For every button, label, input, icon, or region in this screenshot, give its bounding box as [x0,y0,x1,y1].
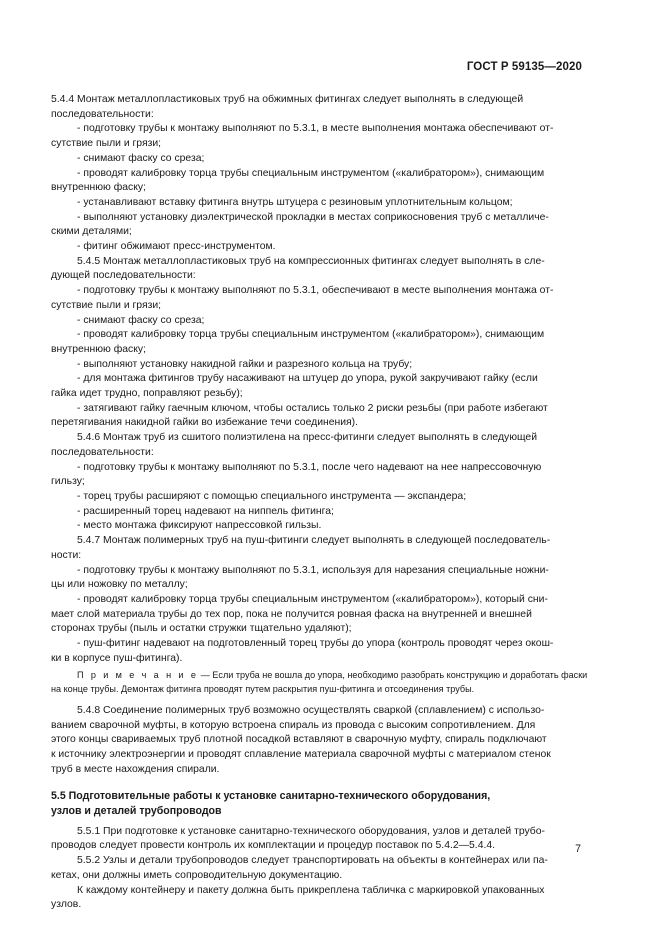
text-line: узлов. [51,899,82,911]
text-line: - подготовку трубы к монтажу выполняют по 5.3.1, после чего надевают на нее напрессовочную [77,461,542,473]
text-line: - подготовку трубы к монтажу выполняют по 5.3.1, обеспечивают в месте выполнения монтажа от- [77,285,554,297]
text-line: - место монтажа фиксируют напрессовкой гильзы. [77,520,322,532]
note-text-continued: на конце трубы. Демонтаж фитинга проводят путем раскрытия пуш-фитинга и отсоединения трубы. [51,683,475,694]
page-number: 7 [575,843,581,855]
text-line: 5.4.4 Монтаж металлопластиковых труб на обжимных фитингах следует выполнять в следующей [51,94,524,105]
text-line: - выполняют установку накидной гайки и разрезного кольца на трубу; [77,358,413,370]
text-line: - проводят калибровку торца трубы специальным инструментом («калибратором»), который сни- [77,593,548,605]
text-line: скими деталями; [51,226,132,238]
standard-code-header: ГОСТ Р 59135—2020 [466,61,582,73]
text-line: труб в месте нахождения спирали. [51,763,220,775]
text-line: ки в корпусе пуш-фитинга). [51,652,183,664]
text-line: ности: [51,549,82,561]
text-line: 5.5.2 Узлы и детали трубопроводов следует транспортировать на объекты в контейнерах или па- [77,855,548,867]
text-line: - устанавливают вставку фитинга внутрь штуцера с резиновым уплотнительным кольцом; [77,196,513,208]
text-line: цы или ножовку по металлу; [51,579,188,591]
text-line: внутреннюю фаску; [51,182,146,194]
text-line: гильзу; [51,476,85,488]
text-line: кетах, они должны иметь сопроводительную документацию. [51,869,343,881]
text-line: - затягивают гайку гаечным ключом, чтобы остались только 2 риски резьбы (при работе избегают [77,402,548,414]
text-line: 5.5.1 При подготовке к установке санитарно-технического оборудования, узлов и деталей трубо- [77,825,545,837]
text-line: проводов следует провести контроль их комплектации и процедур поставок по 5.4.2—5.4.4. [51,840,496,852]
note-label: П р и м е ч а н и е [77,670,199,681]
text-line: К каждому контейнеру и пакету должна быть прикреплена табличка с маркировкой упакованных [77,884,545,896]
text-line: - фитинг обжимают пресс-инструментом. [77,241,276,253]
text-line: 5.4.5 Монтаж металлопластиковых труб на компрессионных фитингах следует выполнять в сле- [77,255,545,267]
text-line: последовательности: [51,446,154,458]
text-line: 5.4.6 Монтаж труб из сшитого полиэтилена на пресс-фитинги следует выполнять в следующей [77,432,538,444]
text-line: - снимают фаску со среза; [77,152,205,164]
section-title-line: узлов и деталей трубопроводов [51,805,222,818]
note-block [51,669,588,695]
text-line: мает слой материала трубы до тех пор, пока не получится ровная фаска на внутренней и внешней [51,608,532,620]
text-line: ванием сварочной муфты, в которую встроена спираль из провода с высоким сопротивлением. Для [51,719,536,731]
text-line: - подготовку трубы к монтажу выполняют по 5.3.1, в месте выполнения монтажа обеспечивают от- [77,123,554,135]
clause-5-4-8 [51,704,582,778]
clause-5-4-4-to-5-4-7 [51,93,582,666]
text-line: - торец трубы расширяют с помощью специального инструмента — экспандера; [77,490,467,502]
text-line: 5.4.7 Монтаж полимерных труб на пуш-фитинги следует выполнять в следующей последователь- [77,535,551,547]
text-line: - проводят калибровку торца трубы специальным инструментом («калибратором»), снимающим [77,329,545,341]
text-line: дующей последовательности: [51,270,196,282]
text-line: - подготовку трубы к монтажу выполняют по 5.3.1, используя для нарезания специальные ножни- [77,564,549,576]
text-line: сутствие пыли и грязи; [51,299,162,311]
section-title-line: 5.5 Подготовительные работы к установке санитарно-технического оборудования, [51,790,491,803]
document-body [51,93,588,913]
text-line: этого концы свариваемых труб плотной посадкой вставляют в сварочную муфту, спираль подключают [51,734,547,746]
text-line: - расширенный торец надевают на ниппель фитинга; [77,505,334,517]
text-line: последовательности: [51,108,154,120]
text-line: к источнику электроэнергии и проводят сплавление материала сварочной муфты с материалом стенок [51,748,551,760]
text-line: - снимают фаску со среза; [77,314,205,326]
text-line: перетягивания накидной гайки во избежание течи соединения). [51,417,359,429]
text-line: - проводят калибровку торца трубы специальным инструментом («калибратором»), снимающим [77,167,545,179]
note-text: — Если труба не вошла до упора, необходимо разобрать конструкцию и доработать фаски [198,670,588,681]
section-5-5-title [51,789,582,818]
text-line: сутствие пыли и грязи; [51,138,162,150]
text-line: - выполняют установку диэлектрической прокладки в местах соприкосновения труб с металличе- [77,211,549,223]
clause-5-5 [51,825,582,913]
text-line: - для монтажа фитингов трубу насаживают на штуцер до упора, рукой закручивают гайку (если [77,373,538,385]
text-line: гайка идет трудно, поправляют резьбу); [51,388,243,400]
text-line: сторонах трубы (пыль и остатки стружки тщательно удаляют); [51,623,352,635]
text-line: внутреннюю фаску; [51,343,146,355]
text-line: - пуш-фитинг надевают на подготовленный торец трубы до упора (контроль проводят через окош- [77,638,554,650]
text-line: 5.4.8 Соединение полимерных труб возможно осуществлять сваркой (сплавлением) с использо- [77,704,545,716]
